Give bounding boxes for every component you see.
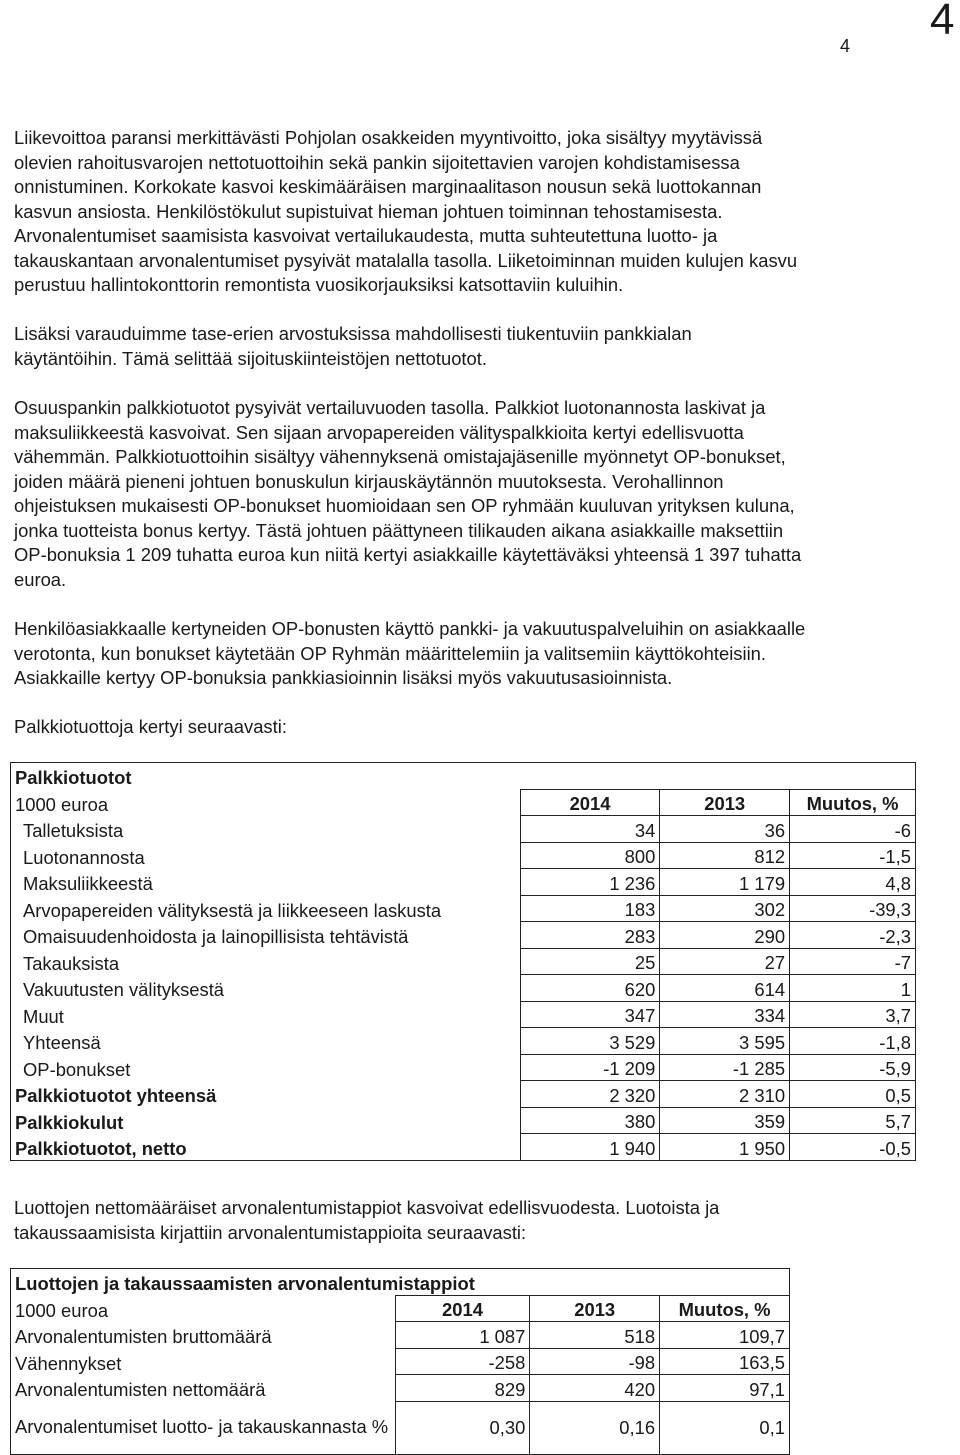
- table-row: [11, 1107, 916, 1134]
- cell-2014: 1 236: [520, 869, 660, 896]
- row-label: Palkkiokulut: [15, 1111, 124, 1133]
- table-unit: 1000 euroa: [15, 793, 109, 815]
- cell-2013: 1 950: [660, 1134, 790, 1161]
- cell-2014: 34: [520, 816, 660, 843]
- table-row: [11, 948, 916, 975]
- cell-2014: 3 529: [520, 1028, 660, 1055]
- row-label: Maksuliikkeestä: [23, 873, 153, 894]
- cell-2013: 3 595: [660, 1028, 790, 1055]
- cell-2014: -1 209: [520, 1054, 660, 1081]
- cell-2013: 2 310: [660, 1081, 790, 1108]
- cell-change: -2,3: [790, 922, 916, 949]
- cell-2014: 347: [520, 1001, 660, 1028]
- cell-change: -39,3: [790, 895, 916, 922]
- table-row: [11, 1028, 916, 1055]
- table-row: [11, 1401, 790, 1454]
- text-line: Henkilöasiakkaalle kertyneiden OP-bonusten käyttö pankki- ja vakuutuspalveluihin on asiakkaalle: [14, 618, 806, 639]
- row-label: Takauksista: [23, 952, 120, 974]
- row-label: Vakuutusten välityksestä: [23, 979, 225, 1000]
- paragraph-valuations: [14, 322, 944, 371]
- cell-change: -1,5: [790, 842, 916, 869]
- text-line: Osuuspankin palkkiotuotot pysyivät vertailuvuoden tasolla. Palkkiot luotonannosta laskivat ja: [14, 397, 766, 418]
- column-header: 2014: [520, 789, 660, 816]
- cell-change: -6: [790, 816, 916, 843]
- text-line: joiden määrä pieneni johtuen bonuskulun kirjauskäytännön muutoksesta. Verohallinnon: [14, 470, 724, 492]
- row-label: Arvopapereiden välityksestä ja liikkeeseen laskusta: [23, 899, 442, 921]
- cell-change: -7: [790, 948, 916, 975]
- text-line: käytäntöihin. Tämä selittää sijoituskiinteistöjen nettotuotot.: [14, 347, 487, 369]
- cell-2013: 518: [530, 1322, 660, 1349]
- text-line: jonka tuotteista bonus kertyy. Tästä johtuen päättyneen tilikauden aikana asiakkaille maksettiin: [14, 519, 784, 541]
- cell-2014: 283: [520, 922, 660, 949]
- column-header: Muutos, %: [660, 1295, 790, 1322]
- text-line: onnistuminen. Korkokate kasvoi keskimääräisen marginaalitason nousun sekä luottokannan: [14, 176, 762, 197]
- table-unit: 1000 euroa: [15, 1299, 109, 1321]
- cell-2013: 290: [660, 922, 790, 949]
- table-row: [11, 1134, 916, 1161]
- cell-2014: 1 940: [520, 1134, 660, 1161]
- table-row: [11, 869, 916, 896]
- paragraph-impairments: [14, 1196, 944, 1245]
- fee-income-table: [10, 762, 916, 1161]
- text-line: maksuliikkeestä kasvoivat. Sen sijaan arvopapereiden välityspalkkioita kertyi edellisvuotta: [14, 421, 744, 443]
- row-label: Arvonalentumisten bruttomäärä: [15, 1326, 272, 1347]
- row-label: Vähennykset: [15, 1352, 122, 1374]
- table-header-row: [11, 1295, 790, 1322]
- text-line: OP-bonuksia 1 209 tuhatta euroa kun niitä kertyi asiakkaille käytettäväksi yhteensä 1 397 tuhatta: [14, 544, 802, 565]
- row-label: Talletuksista: [23, 820, 124, 841]
- text-line: Luottojen nettomääräiset arvonalentumistappiot kasvoivat edellisvuodesta. Luotoista ja: [14, 1197, 720, 1218]
- cell-2014: 620: [520, 975, 660, 1002]
- table-title: Luottojen ja takaussaamisten arvonalentumistappiot: [15, 1272, 475, 1294]
- table-row: [11, 816, 916, 843]
- table-row: [11, 975, 916, 1002]
- text-line: Liikevoittoa paransi merkittävästi Pohjolan osakkeiden myyntivoitto, joka sisältyy myytävissä: [14, 127, 763, 148]
- text-line: Palkkiotuottoja kertyi seuraavasti:: [14, 716, 287, 737]
- cell-2013: 302: [660, 895, 790, 922]
- cell-2013: 812: [660, 842, 790, 869]
- paragraph-results: [14, 126, 944, 298]
- cell-2014: 183: [520, 895, 660, 922]
- cell-2013: 0,16: [530, 1401, 660, 1454]
- text-line: Lisäksi varauduimme tase-erien arvostuksissa mahdollisesti tiukentuviin pankkialan: [14, 323, 692, 344]
- cell-change: 97,1: [660, 1375, 790, 1402]
- cell-2013: -98: [530, 1348, 660, 1375]
- cell-change: 5,7: [790, 1107, 916, 1134]
- table-row: [11, 922, 916, 949]
- cell-2013: -1 285: [660, 1054, 790, 1081]
- cell-2014: 829: [395, 1375, 530, 1402]
- cell-2014: 1 087: [395, 1322, 530, 1349]
- cell-2014: 0,30: [395, 1401, 530, 1454]
- table-row: [11, 842, 916, 869]
- cell-2014: 380: [520, 1107, 660, 1134]
- cell-change: -5,9: [790, 1054, 916, 1081]
- row-label: OP-bonukset: [23, 1058, 131, 1080]
- table-row: [11, 1322, 790, 1349]
- page-number-large: 4: [930, 0, 955, 44]
- table-row: [11, 1375, 790, 1402]
- column-header: 2013: [530, 1295, 660, 1322]
- text-line: perustuu hallintokonttorin remontista vuosikorjauksiksi katsottaviin kuluihin.: [14, 274, 624, 295]
- table-row: [11, 1348, 790, 1375]
- table-title: Palkkiotuotot: [15, 766, 132, 788]
- column-header: 2013: [660, 789, 790, 816]
- text-line: kasvun ansiosta. Henkilöstökulut supistuivat hieman johtuen toiminnan tehostamisesta.: [14, 200, 723, 222]
- cell-2014: 2 320: [520, 1081, 660, 1108]
- cell-2013: 27: [660, 948, 790, 975]
- table-row: [11, 1081, 916, 1108]
- table-row: [11, 1001, 916, 1028]
- cell-change: -0,5: [790, 1134, 916, 1161]
- text-line: olevien rahoitusvarojen nettotuottoihin sekä pankin sijoitettavien varojen kohdistamisessa: [14, 151, 740, 173]
- text-line: euroa.: [14, 568, 67, 590]
- page-number: 4: [840, 36, 851, 56]
- row-label: Arvonalentumiset luotto- ja takauskannasta %: [15, 1416, 389, 1438]
- row-label: Arvonalentumisten nettomäärä: [15, 1379, 266, 1400]
- paragraph-table1-intro: [14, 715, 944, 740]
- table-title-row: [11, 1269, 790, 1296]
- row-label: Muut: [23, 1005, 64, 1027]
- cell-2013: 420: [530, 1375, 660, 1402]
- cell-change: 4,8: [790, 869, 916, 896]
- column-header: 2014: [395, 1295, 530, 1322]
- text-line: takauskantaan arvonalentumiset pysyivät matalalla tasolla. Liiketoiminnan muiden kulujen kasvu: [14, 249, 798, 271]
- cell-2013: 359: [660, 1107, 790, 1134]
- cell-change: 0,1: [660, 1401, 790, 1454]
- impairment-table: [10, 1268, 790, 1455]
- cell-2013: 334: [660, 1001, 790, 1028]
- row-label: Omaisuudenhoidosta ja lainopillisista tehtävistä: [23, 926, 409, 947]
- row-label: Palkkiotuotot yhteensä: [15, 1085, 217, 1106]
- cell-2014: 800: [520, 842, 660, 869]
- cell-2014: -258: [395, 1348, 530, 1375]
- table-header-row: [11, 789, 916, 816]
- text-line: vähemmän. Palkkiotuottoihin sisältyy vähennyksenä omistajajäsenille myönnetyt OP-bonukset,: [14, 446, 786, 467]
- cell-change: -1,8: [790, 1028, 916, 1055]
- row-label: Yhteensä: [23, 1032, 101, 1053]
- text-line: takaussaamisista kirjattiin arvonalentumistappioita seuraavasti:: [14, 1221, 527, 1243]
- text-line: Arvonalentumiset saamisista kasvoivat vertailukaudesta, mutta suhteutettuna luotto- ja: [14, 225, 718, 246]
- row-label: Luotonannosta: [23, 846, 145, 868]
- text-line: Asiakkaille kertyy OP-bonuksia pankkiasioinnin lisäksi myös vakuutusasioinnista.: [14, 667, 673, 688]
- cell-change: 109,7: [660, 1322, 790, 1349]
- cell-change: 1: [790, 975, 916, 1002]
- cell-2013: 36: [660, 816, 790, 843]
- cell-change: 163,5: [660, 1348, 790, 1375]
- text-line: verotonta, kun bonukset käytetään OP Ryhmän määrittelemiin ja valitsemiin käyttökohteisiin.: [14, 642, 767, 664]
- cell-2013: 1 179: [660, 869, 790, 896]
- cell-2014: 25: [520, 948, 660, 975]
- cell-change: 3,7: [790, 1001, 916, 1028]
- table-row: [11, 895, 916, 922]
- cell-2013: 614: [660, 975, 790, 1002]
- table-row: [11, 1054, 916, 1081]
- text-line: ohjeistuksen mukaisesti OP-bonukset huomioidaan sen OP ryhmään kuuluvan yrityksen kuluna,: [14, 495, 795, 516]
- column-header: Muutos, %: [790, 789, 916, 816]
- row-label: Palkkiotuotot, netto: [15, 1137, 187, 1159]
- paragraph-op-bonus: [14, 617, 944, 691]
- paragraph-fee-income: [14, 396, 944, 592]
- cell-change: 0,5: [790, 1081, 916, 1108]
- table-title-row: [11, 763, 916, 790]
